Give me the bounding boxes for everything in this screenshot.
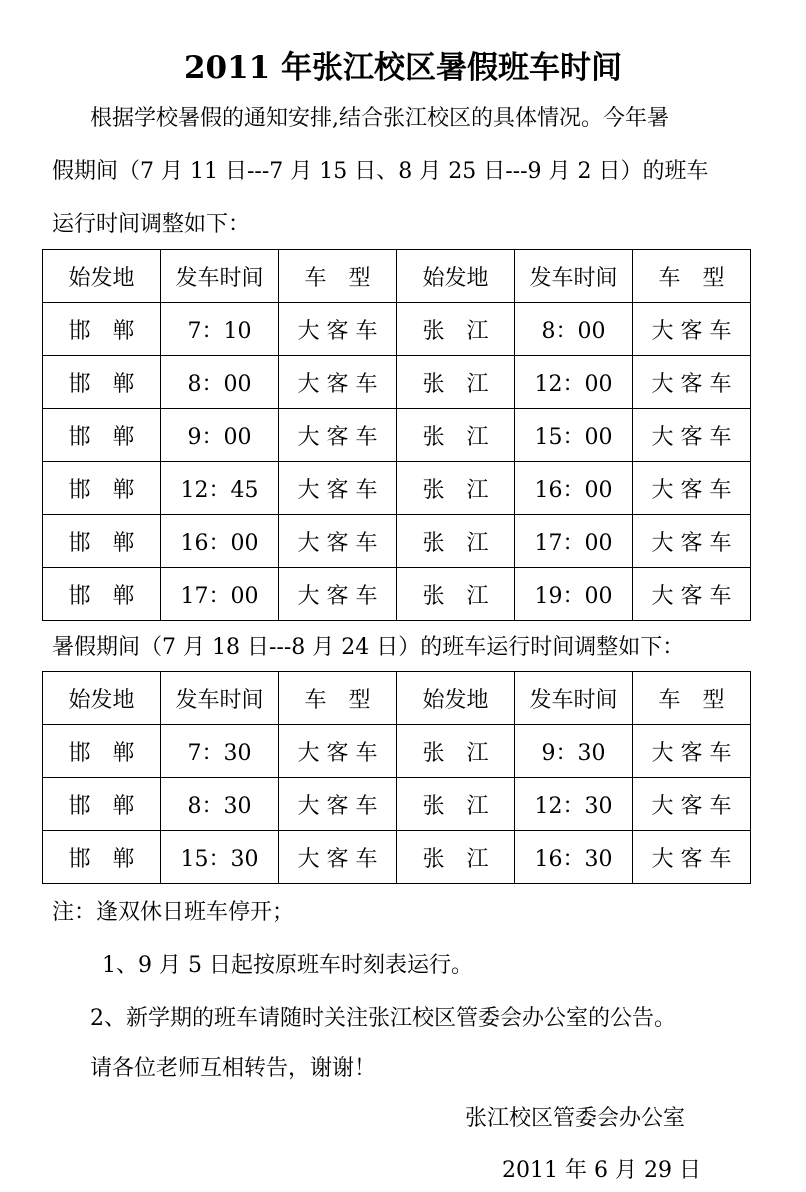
signature-date: 2011 年 6 月 29 日 [502, 1158, 701, 1183]
header-cell: 车 型 [633, 672, 751, 725]
table-cell: 大 客 车 [633, 303, 751, 356]
table-cell: 大 客 车 [279, 778, 397, 831]
table-row [43, 515, 751, 568]
table-cell: 邯 郸 [43, 409, 161, 462]
table-cell: 大 客 车 [633, 568, 751, 621]
table-cell: 大 客 车 [633, 831, 751, 884]
table-cell: 8：00 [515, 303, 633, 356]
table-row [43, 568, 751, 621]
table-cell: 19：00 [515, 568, 633, 621]
table-cell: 16：00 [161, 515, 279, 568]
table-cell: 16：00 [515, 462, 633, 515]
table-cell: 大 客 车 [633, 778, 751, 831]
header-cell: 始发地 [43, 250, 161, 303]
header-cell: 发车时间 [515, 250, 633, 303]
table-cell: 7：30 [161, 725, 279, 778]
table-cell: 张 江 [397, 356, 515, 409]
table-cell: 15：30 [161, 831, 279, 884]
schedule-table-1 [42, 249, 751, 621]
table-row [43, 778, 751, 831]
table-cell: 张 江 [397, 409, 515, 462]
header-row [43, 250, 751, 303]
table-cell: 大 客 车 [279, 568, 397, 621]
table-cell: 15：00 [515, 409, 633, 462]
intro-line-3: 运行时间调整如下： [52, 212, 251, 237]
header-cell: 始发地 [397, 672, 515, 725]
table-row [43, 356, 751, 409]
table-cell: 7：10 [161, 303, 279, 356]
table-cell: 大 客 车 [633, 725, 751, 778]
intro-line-2: 假期间（7 月 11 日---7 月 15 日、8 月 25 日---9 月 2 日）的班车 [52, 159, 709, 184]
table-cell: 大 客 车 [633, 515, 751, 568]
table-cell: 张 江 [397, 831, 515, 884]
header-row [43, 672, 751, 725]
table-cell: 张 江 [397, 568, 515, 621]
table-cell: 大 客 车 [279, 515, 397, 568]
table-cell: 邯 郸 [43, 462, 161, 515]
table-cell: 张 江 [397, 725, 515, 778]
header-cell: 始发地 [43, 672, 161, 725]
table-cell: 12：45 [161, 462, 279, 515]
table-cell: 大 客 车 [633, 409, 751, 462]
table-row [43, 725, 751, 778]
table-cell: 邯 郸 [43, 778, 161, 831]
table-cell: 邯 郸 [43, 356, 161, 409]
table-cell: 张 江 [397, 778, 515, 831]
table-cell: 9：00 [161, 409, 279, 462]
header-cell: 车 型 [279, 672, 397, 725]
table-cell: 邯 郸 [43, 303, 161, 356]
table-cell: 大 客 车 [633, 356, 751, 409]
table-cell: 张 江 [397, 515, 515, 568]
table-cell: 邯 郸 [43, 831, 161, 884]
document-title: 2011 年张江校区暑假班车时间 [183, 50, 623, 86]
header-cell: 发车时间 [161, 250, 279, 303]
table-cell: 张 江 [397, 462, 515, 515]
table-row [43, 303, 751, 356]
header-cell: 发车时间 [161, 672, 279, 725]
section2-intro: 暑假期间（7 月 18 日---8 月 24 日）的班车运行时间调整如下： [52, 635, 685, 660]
table-cell: 8：30 [161, 778, 279, 831]
signature-org: 张江校区管委会办公室 [465, 1106, 686, 1131]
table-cell: 9：30 [515, 725, 633, 778]
table-cell: 邯 郸 [43, 568, 161, 621]
table-cell: 12：00 [515, 356, 633, 409]
table-cell: 张 江 [397, 303, 515, 356]
table-cell: 邯 郸 [43, 515, 161, 568]
table-row [43, 831, 751, 884]
table-cell: 大 客 车 [279, 409, 397, 462]
table-cell: 大 客 车 [279, 725, 397, 778]
table-cell: 8：00 [161, 356, 279, 409]
table-cell: 大 客 车 [279, 303, 397, 356]
table-row [43, 462, 751, 515]
table-cell: 大 客 车 [279, 831, 397, 884]
table-cell: 大 客 车 [279, 462, 397, 515]
closing-line: 请各位老师互相转告，谢谢！ [90, 1056, 377, 1081]
note-item-2: 2、新学期的班车请随时关注张江校区管委会办公室的公告。 [90, 1006, 676, 1031]
table-cell: 大 客 车 [279, 356, 397, 409]
table-row [43, 409, 751, 462]
table-cell: 17：00 [515, 515, 633, 568]
header-cell: 车 型 [279, 250, 397, 303]
table-cell: 12：30 [515, 778, 633, 831]
note-item-1: 1、9 月 5 日起按原班车时刻表运行。 [102, 953, 473, 978]
schedule-table-2 [42, 671, 751, 884]
note-head: 注：逢双休日班车停开； [52, 900, 295, 925]
table-cell: 邯 郸 [43, 725, 161, 778]
table-cell: 17：00 [161, 568, 279, 621]
table-cell: 16：30 [515, 831, 633, 884]
header-cell: 发车时间 [515, 672, 633, 725]
header-cell: 始发地 [397, 250, 515, 303]
intro-line-1: 根据学校暑假的通知安排,结合张江校区的具体情况。今年暑 [90, 106, 669, 131]
header-cell: 车 型 [633, 250, 751, 303]
table-cell: 大 客 车 [633, 462, 751, 515]
